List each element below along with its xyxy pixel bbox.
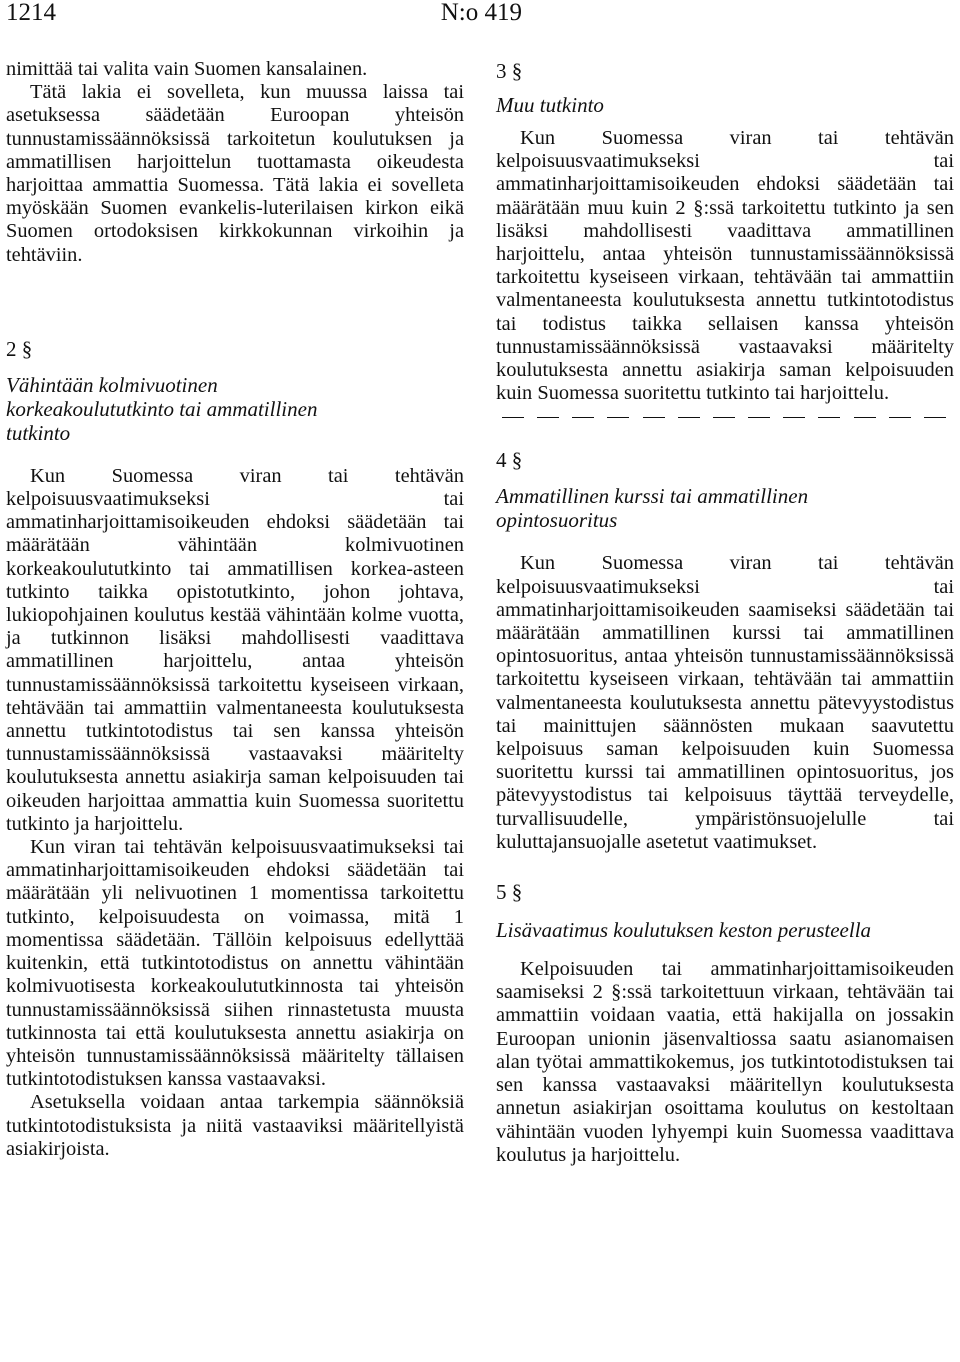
right-column <box>496 59 954 1167</box>
section-number: 3 § <box>496 59 523 83</box>
paragraph: Asetuksella voidaan antaa tarkempia säännöksiä tutkintotodistuksista ja niitä vastaaviksi määritellyistä asiakirjoista. <box>6 1091 464 1160</box>
section-number: 2 § <box>6 336 33 361</box>
paragraph: Kun Suomessa viran tai tehtävän kelpoisuusvaatimukseksi tai ammatinharjoittamisoikeuden ehdoksi säädetään tai määrätään vähintään kolmivuotinen korkeakoulututkinto tai ammatillisen korkea-asteen tutkinto taikka opistotutkinto, johon johtava, lukiopohjainen koulutus kestää vähintään kolme vuotta, ja tutkinnon lisäksi mahdollisesti vaadittava ammatillinen harjoittelu, antaa yhteisön tunnustamissäännöksissä tarkoitettu kyseiseen virkaan, tehtävään tai ammattiin valmentaneesta koulutuksesta annettu tutkintotodistus tai sen kanssa yhteisön tunnustamissäännöksissä vastaavaksi määritelty koulutuksesta annettu asiakirja saman kelpoisuuden tai oikeuden harjoittaa ammattia kuin Suomessa suoritettu tutkinto ja harjoittelu. <box>6 464 464 835</box>
section-number: 5 § <box>496 880 523 905</box>
paragraph: Kun Suomessa viran tai tehtävän kelpoisuusvaatimukseksi tai ammatinharjoittamisoikeuden ehdoksi säädetään tai määrätään muu kuin 2 §:ssä tarkoitettu tutkinto ja sen lisäksi mahdollisesti vaadittava ammatillinen harjoittelu, antaa yhteisön tunnustamissäännöksissä tarkoitettu kyseiseen virkaan, tehtävään tai ammattiin valmentaneesta koulutuksesta annettu tutkintotodistus tai todistus taikka sellaisen kanssa yhteisön tunnustamissäännöksissä vastaavaksi määritelty koulutuksesta annettu asiakirja saman kelpoisuuden kuin Suomessa suoritettu tutkinto tai harjoittelu. <box>496 127 954 405</box>
paragraph: nimittää tai valita vain Suomen kansalainen. <box>6 58 368 80</box>
section-title: Vähintään kolmivuotinen korkeakoulututkinto tai ammatillinen tutkinto <box>6 372 318 445</box>
paragraph: Kun viran tai tehtävän kelpoisuusvaatimukseksi tai ammatinharjoittamisoikeuden ehdoksi säädetään tai määrätään yli nelivuotinen 1 momentissa tarkoitettu tutkinto, kelpoisuudesta on voimassa, mitä 1 momentissa säädetään. Tällöin kelpoisuus edellyttää kuitenkin, että tutkintotodistus on annettu vähintään kolmivuotisesta korkeakoulututkinnosta tai yhteisön tunnustamissäännöksissä siihen rinnastetusta muusta tutkinnosta tai että koulutuksesta annettu asiakirja on yhteisön tunnustamissäännöksissä määritelty tällaisen tutkintotodistuksen kanssa vastaavaksi. <box>6 836 464 1091</box>
section-title: Lisävaatimus koulutuksen keston perusteella <box>496 918 872 943</box>
section-title: Muu tutkinto <box>496 93 604 117</box>
issue-number: N:o 419 <box>440 0 522 26</box>
paragraph: Kelpoisuuden tai ammatinharjoittamisoikeuden saamiseksi 2 §:ssä tarkoitettuun virkaan, tehtävään tai ammattiin voidaan vaatia, että hakijalla on jossakin Euroopan unionin jäsenvaltiossa saatu asianomaisen alan työtai ammattikokemus, jos tutkintotodistuksen tai sen kanssa vastaavaksi määritellyn koulutuksesta annetun asiakirjan osoittama koulutus on kestoltaan vähintään vuoden lyhyempi kuin Suomessa vaadittava koulutus ja harjoittelu. <box>496 958 954 1166</box>
paragraph: Kun Suomessa viran tai tehtävän kelpoisuusvaatimukseksi tai ammatinharjoittamisoikeuden saamiseksi säädetään tai määrätään ammatillinen kurssi tai ammatillinen opintosuoritus, antaa yhteisön tunnustamissäännöksissä tarkoitettu kyseiseen virkaan, tehtävään tai ammattiin valmentaneesta koulutuksesta annettu pätevyystodistus tai mainittujen säännösten mukaan saavutettu kelpoisuus saman kelpoisuuden kuin Suomessa suoritettu kurssi tai ammatillinen opintosuoritus, jos pätevyystodistus tai kelpoisuus täyttää terveydelle, turvallisuudelle, ympäristönsuojelulle tai kuluttajansuojalle asetetut vaatimukset. <box>496 552 954 853</box>
section-title: Ammatillinen kurssi tai ammatillinen opintosuoritus <box>496 484 809 533</box>
page-number: 1214 <box>6 0 56 26</box>
paragraph: Tätä lakia ei sovelleta, kun muussa laissa tai asetuksessa säädetään Euroopan yhteisön tunnustamissäännöksissä tarkoitetun koulutuksen ja ammatillisen harjoittelun tuottamasta oikeudesta harjoittaa ammattia Suomessa. Tätä lakia ei sovelleta myöskään Suomen evankelis-luterilaisen kirkon eikä Suomen ortodoksisen kirkkokunnan virkoihin ja tehtäviin. <box>6 81 464 266</box>
page-header <box>6 0 522 34</box>
left-column <box>6 58 464 1161</box>
section-number: 4 § <box>496 448 523 473</box>
